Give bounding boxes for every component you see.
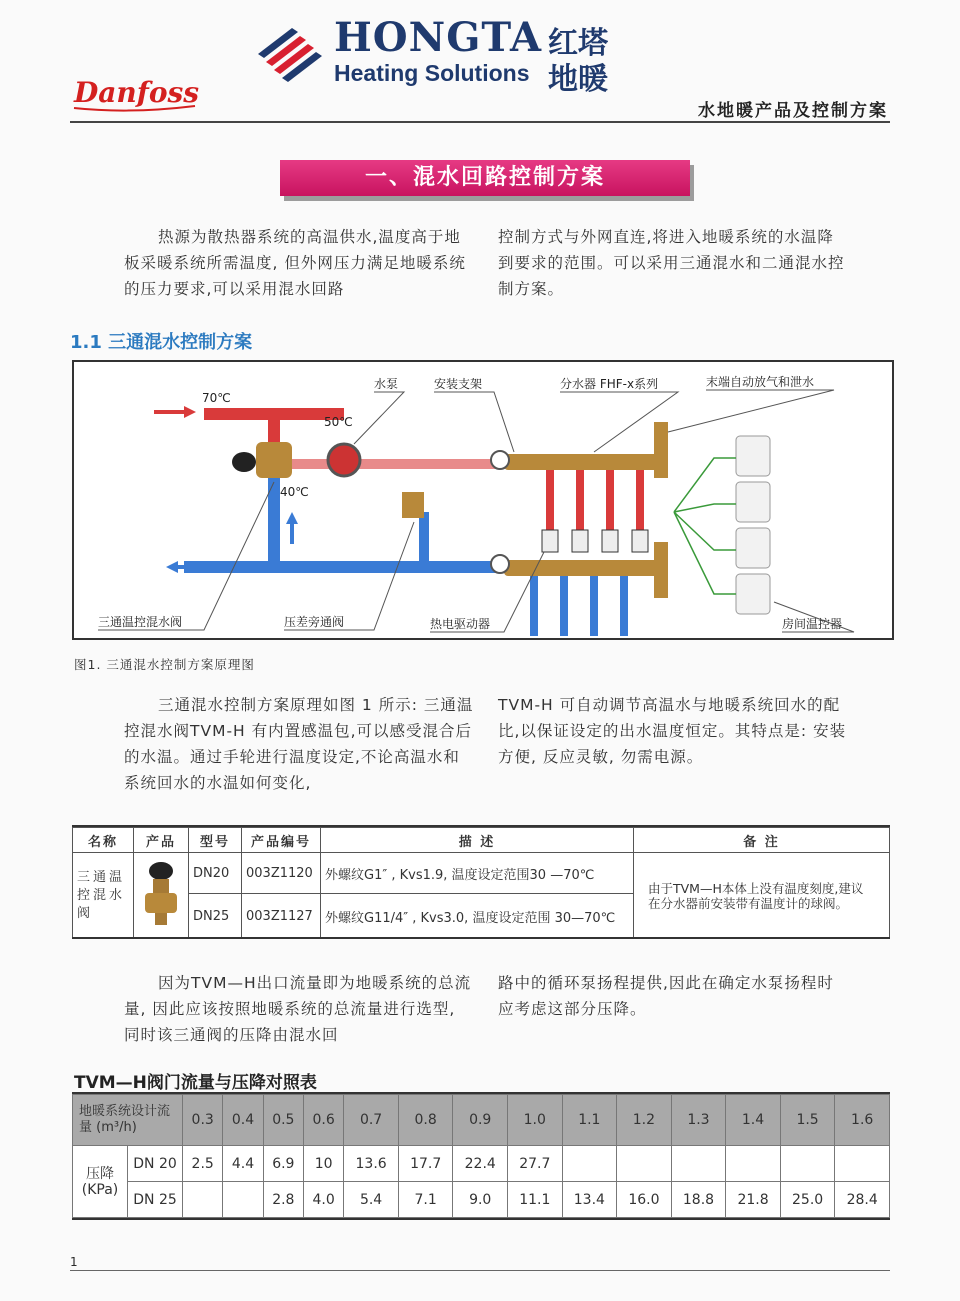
temp-return-label: 40℃ (280, 485, 309, 499)
dn25-pressure-cell: 13.4 (562, 1182, 617, 1218)
valve-handwheel-icon (232, 452, 256, 472)
desc-cell: 外螺纹G11/4″ , Kvs3.0, 温度设定范围 30—70℃ (321, 894, 634, 939)
thermometer-icon (491, 451, 509, 469)
temp-supply-label: 70℃ (202, 391, 231, 405)
return-arrow-icon (166, 561, 178, 573)
figure-caption: 图1. 三通混水控制方案原理图 (74, 657, 255, 672)
dn25-pressure-cell: 28.4 (835, 1182, 890, 1218)
flow-value-cell: 0.4 (223, 1095, 263, 1146)
col-header: 备 注 (634, 828, 890, 853)
page-number: 1 (70, 1255, 78, 1269)
flow-value-cell: 0.8 (398, 1095, 453, 1146)
section-title: 一、混水回路控制方案 (280, 160, 690, 196)
code-cell: 003Z1127 (242, 894, 321, 939)
flow-value-cell: 1.0 (508, 1095, 563, 1146)
vent-label: 末端自动放气和泄水 (706, 375, 815, 389)
bracket-label: 安装支架 (434, 377, 483, 391)
flow-value-cell: 0.5 (263, 1095, 303, 1146)
pump-label: 水泵 (374, 377, 399, 391)
product-table-header (73, 828, 890, 853)
mixing-valve-icon (256, 442, 292, 478)
dn25-pressure-cell: 25.0 (780, 1182, 835, 1218)
col-header: 型号 (189, 828, 242, 853)
brand-tagline: Heating Solutions (334, 60, 530, 86)
dn25-pressure-cell: 5.4 (344, 1182, 399, 1218)
dn20-pressure-cell: 22.4 (453, 1146, 508, 1182)
brand-cn-line1: 红塔 (548, 26, 608, 61)
dn20-pressure-cell (671, 1146, 726, 1182)
dn25-pressure-cell: 11.1 (508, 1182, 563, 1218)
product-image (134, 853, 189, 939)
selection-paragraph-right: 路中的循环泵扬程提供,因此在确定水泵扬程时应考虑这部分压降。 (498, 974, 834, 1018)
dn25-row (73, 1182, 890, 1218)
dn20-pressure-cell: 6.9 (263, 1146, 303, 1182)
thermometer-icon (491, 555, 509, 573)
dn20-row (73, 1146, 890, 1182)
dn25-pressure-cell: 9.0 (453, 1182, 508, 1218)
dn25-pressure-cell (183, 1182, 223, 1218)
flow-table-title: TVM—H阀门流量与压降对照表 (74, 1073, 317, 1093)
dn25-pressure-cell: 4.0 (303, 1182, 343, 1218)
actuator-icons (542, 530, 648, 552)
dn25-pressure-cell: 21.8 (726, 1182, 781, 1218)
flow-value-cell: 1.2 (617, 1095, 672, 1146)
actuator-label: 热电驱动器 (430, 617, 491, 631)
principle-paragraph-left: 三通混水控制方案原理如图 1 所示: 三通温控混水阀TVM-H 有内置感温包,可以感受混合后的水温。通过手轮进行温度设定,不论高温水和系统回水的水温如何变化, (124, 696, 474, 792)
flow-value-cell: 0.3 (183, 1095, 223, 1146)
flow-value-cell: 1.3 (671, 1095, 726, 1146)
dn25-pressure-cell: 7.1 (398, 1182, 453, 1218)
supply-manifold-icon (504, 454, 664, 470)
col-header: 产品编号 (242, 828, 321, 853)
dn25-label: DN 25 (128, 1182, 183, 1218)
flow-value-cell: 0.6 (303, 1095, 343, 1146)
col-header: 名称 (73, 828, 134, 853)
brand-cn-line2: 地暖 (548, 62, 608, 97)
up-arrow-icon (286, 512, 298, 524)
drain-valve-icon (654, 542, 668, 598)
model-cell: DN20 (189, 853, 242, 894)
dn20-pressure-cell: 17.7 (398, 1146, 453, 1182)
loop-pipes (530, 470, 644, 636)
flow-value-cell: 1.5 (780, 1095, 835, 1146)
model-cell: DN25 (189, 894, 242, 939)
manifold-label: 分水器 FHF-x系列 (560, 377, 659, 391)
desc-cell: 外螺纹G1″ , Kvs1.9, 温度设定范围30 —70℃ (321, 853, 634, 894)
note-cell: 由于TVM—H本体上没有温度刻度,建议在分水器前安装带有温度计的球阀。 (634, 853, 890, 939)
dn25-pressure-cell: 18.8 (671, 1182, 726, 1218)
header-divider (70, 121, 890, 123)
dn20-pressure-cell: 27.7 (508, 1146, 563, 1182)
code-cell: 003Z1120 (242, 853, 321, 894)
pressure-label: 压降 (KPa) (73, 1146, 128, 1218)
dn20-pressure-cell: 10 (303, 1146, 343, 1182)
subsection-title: 1.1 三通混水控制方案 (70, 332, 253, 353)
table-row (73, 853, 890, 894)
intro-paragraph-left: 热源为散热器系统的高温供水,温度高于地板采暖系统所需温度, 但外网压力满足地暖系统的压力要求,可以采用混水回路 (124, 228, 466, 298)
dn25-pressure-cell (223, 1182, 263, 1218)
dn20-label: DN 20 (128, 1146, 183, 1182)
flow-header-label: 地暖系统设计流量 (m³/h) (73, 1095, 183, 1146)
dn25-pressure-cell: 2.8 (263, 1182, 303, 1218)
flow-pressure-table (72, 1094, 890, 1218)
flow-value-cell: 1.1 (562, 1095, 617, 1146)
col-header: 描 述 (321, 828, 634, 853)
brand-name: HONGTA (334, 14, 542, 61)
flow-value-cell: 0.7 (344, 1095, 399, 1146)
footer-divider (70, 1270, 890, 1271)
bypass-valve-icon (402, 492, 424, 518)
dn20-pressure-cell: 2.5 (183, 1146, 223, 1182)
flow-value-cell: 1.4 (726, 1095, 781, 1146)
selection-paragraph-left: 因为TVM—H出口流量即为地暖系统的总流量, 因此应该按照地暖系统的总流量进行选型, 同时该三通阀的压降由混水回 (124, 974, 472, 1044)
valve-product-icon (141, 859, 181, 929)
dn20-pressure-cell (617, 1146, 672, 1182)
return-manifold-icon (504, 560, 664, 576)
flow-value-cell: 1.6 (835, 1095, 890, 1146)
air-vent-icon (654, 422, 668, 478)
thermostat-label: 房间温控器 (782, 617, 843, 631)
intro-paragraph-right: 控制方式与外网直连,将进入地暖系统的水温降到要求的范围。可以采用三通混水和二通混水控制方案。 (498, 228, 845, 298)
dn20-pressure-cell: 13.6 (344, 1146, 399, 1182)
pump-icon (328, 444, 360, 476)
flow-value-cell: 0.9 (453, 1095, 508, 1146)
bypass-label: 压差旁通阀 (284, 615, 345, 629)
hongta-logo-icon (252, 24, 332, 88)
principle-paragraph-right: TVM-H 可自动调节高温水与地暖系统回水的配比,以保证设定的出水温度恒定。其特点是: 安装方便, 反应灵敏, 勿需电源。 (498, 696, 847, 766)
dn20-pressure-cell: 4.4 (223, 1146, 263, 1182)
product-table (72, 827, 890, 939)
product-name: 三通温控混水阀 (73, 853, 134, 939)
dn20-pressure-cell (562, 1146, 617, 1182)
dn20-pressure-cell (780, 1146, 835, 1182)
flow-header-row (73, 1095, 890, 1146)
dn20-pressure-cell (726, 1146, 781, 1182)
valve-label: 三通温控混水阀 (98, 615, 183, 629)
col-header: 产品 (134, 828, 189, 853)
page-subtitle: 水地暖产品及控制方案 (698, 101, 888, 121)
temp-mixed-label: 50℃ (324, 415, 353, 429)
danfoss-logo (70, 70, 200, 116)
danfoss-logo-text: Danfoss (74, 76, 200, 109)
dn20-pressure-cell (835, 1146, 890, 1182)
room-thermostat-icons (736, 436, 770, 614)
mixing-circuit-diagram (72, 360, 894, 640)
supply-arrow-icon (184, 406, 196, 418)
dn25-pressure-cell: 16.0 (617, 1182, 672, 1218)
